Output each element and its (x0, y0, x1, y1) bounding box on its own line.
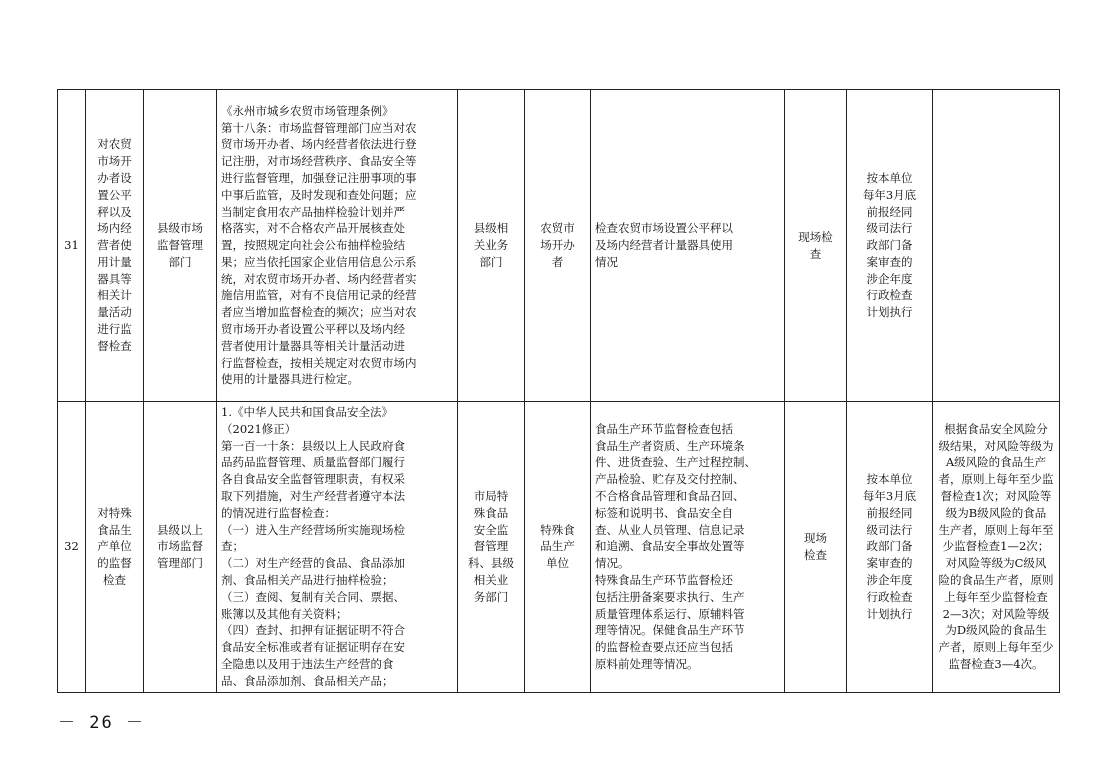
inspection-item: 对农贸 市场开 办者设 置公平 秤以及 场内经 营者使 用计量 器具等 相关计 量活动 进行监 督检查 (86, 90, 144, 402)
frequency-rule (933, 90, 1060, 402)
inspection-table (57, 89, 1060, 693)
inspection-content: 食品生产环节监督检查包括 食品生产者资质、生产环境条 件、进货查验、生产过程控制、 产品检验、贮存及交付控制、 不合格食品管理和食品召回、 标签和说明书、食品安全自 查、从业人员管理、信息记录 和追溯、食品安全事故处置等 情况。 特殊食品生产环节监督检还 包括注册备案要求执行、生产 质量管理体系运行、原辅料管 理等情况。保健食品生产环节 的监督检查要点还应当包括 原料前处理等情况。 (591, 402, 785, 693)
page-number: － 26 － (58, 713, 145, 733)
responsible-department: 县级相 关业务 部门 (458, 90, 525, 402)
inspection-object: 特殊食 品生产 单位 (525, 402, 591, 693)
inspection-frequency: 按本单位 每年3月底 前报经同 级司法行 政部门备 案审查的 涉企年度 行政检查 计划执行 (847, 90, 933, 402)
row-number: 32 (58, 402, 86, 693)
inspection-frequency: 按本单位 每年3月底 前报经同 级司法行 政部门备 案审查的 涉企年度 行政检查 计划执行 (847, 402, 933, 693)
inspection-method: 现场 检查 (785, 402, 847, 693)
legal-basis: 《永州市城乡农贸市场管理条例》 第十八条：市场监督管理部门应当对农 贸市场开办者、场内经营者依法进行登 记注册，对市场经营秩序、食品安全等 进行监督管理，加强登记注册事项的事 中事后监管，及时发现和查处问题；应 当制定食用农产品抽样检验计划并严 格落实，对不合格农产品开展核查处 置，按照规定向社会公布抽样检验结 果；应当依托国家企业信用信息公示系 统，对农贸市场开办者、场内经营者实 施信用监管，对有不良信用记录的经营 者应当增加监督检查的频次；应当对农 贸市场开办者设置公平秤以及场内经 营者使用计量器具等相关计量活动进 行监督检查，按相关规定对农贸市场内 使用的计量器具进行检定。 (217, 90, 458, 402)
inspection-subject: 县级以上 市场监督 管理部门 (144, 402, 217, 693)
table-row (58, 402, 1060, 693)
inspection-object: 农贸市 场开办 者 (525, 90, 591, 402)
legal-basis: 1.《中华人民共和国食品安全法》 （2021修正） 第一百一十条：县级以上人民政府食 品药品监督管理、质量监督部门履行 各自食品安全监督管理职责，有权采 取下列措施，对生产经营者遵守本法 的情况进行监督检查： （一）进入生产经营场所实施现场检 查； （二）对生产经营的食品、食品添加 剂、食品相关产品进行抽样检验； （三）查阅、复制有关合同、票据、 账簿以及其他有关资料； （四）查封、扣押有证据证明不符合 食品安全标准或者有证据证明存在安 全隐患以及用于违法生产经营的食 品、食品添加剂、食品相关产品； (217, 402, 458, 693)
inspection-item: 对特殊 食品生 产单位 的监督 检查 (86, 402, 144, 693)
inspection-method: 现场检 查 (785, 90, 847, 402)
inspection-content: 检查农贸市场设置公平秤以 及场内经营者计量器具使用 情况 (591, 90, 785, 402)
responsible-department: 市局特 殊食品 安全监 督管理 科、县级 相关业 务部门 (458, 402, 525, 693)
frequency-rule: 根据食品安全风险分 级结果，对风险等级为 A级风险的食品生产 者，原则上每年至少监 督检查1次；对风险等 级为B级风险的食品 生产者，原则上每年至 少监督检查1—2次； 对风险等级为C级风 险的食品生产者，原则 上每年至少监督检查 2—3次；对风险等级 为D级风险的食品生 产者，原则上每年至少 监督检查3—4次。 (933, 402, 1060, 693)
inspection-subject: 县级市场 监督管理 部门 (144, 90, 217, 402)
table-row (58, 90, 1060, 402)
row-number: 31 (58, 90, 86, 402)
